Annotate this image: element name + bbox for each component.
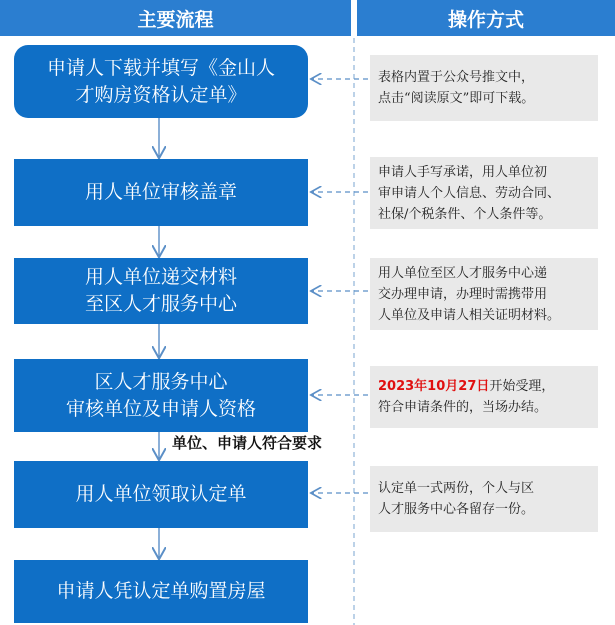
note-certificate xyxy=(370,466,598,532)
step-5-line-1: 用人单位领取认定单 xyxy=(75,483,247,505)
note-1-line-2: 点击“阅读原文”即可下载。 xyxy=(378,91,535,106)
step-download-form xyxy=(14,45,308,118)
note-5-line-1: 认定单一式两份，个人与区 xyxy=(378,481,535,496)
header-main-process: 主要流程 xyxy=(0,0,351,36)
header-operation-method: 操作方式 xyxy=(357,0,615,36)
note-4-line-1-rest: 开始受理， xyxy=(489,379,555,394)
acceptance-date: 2023年10月27日 xyxy=(378,379,490,394)
note-submit-materials xyxy=(370,258,598,330)
note-2-line-3: 社保/个税条件、个人条件等。 xyxy=(378,206,552,222)
step-3-line-1: 用人单位递交材料 xyxy=(84,266,237,288)
note-employer-review xyxy=(370,157,598,229)
note-3-line-1: 用人单位至区人才服务中心递 xyxy=(378,265,548,281)
step-4-line-2: 审核单位及申请人资格 xyxy=(65,397,256,420)
step-3-line-2: 至区人才服务中心 xyxy=(84,293,237,315)
note-acceptance-date xyxy=(370,366,598,428)
step-1-line-1: 申请人下载并填写《金山人 xyxy=(46,56,275,79)
step-1-line-2: 才购房资格认定单》 xyxy=(75,83,247,106)
note-4-line-1 xyxy=(378,376,590,397)
step-employer-review xyxy=(14,159,308,226)
step-collect-certificate xyxy=(14,461,308,528)
step-4-line-1: 区人才服务中心 xyxy=(94,370,228,393)
note-2-line-1: 申请人手写承诺，用人单位初 xyxy=(378,164,548,180)
note-5-line-2: 人才服务中心各留存一份。 xyxy=(378,502,535,517)
note-2-line-2: 审申请人个人信息、劳动合同、 xyxy=(378,185,561,201)
note-4-line-2: 符合申请条件的，当场办结。 xyxy=(378,400,548,415)
note-3-line-3: 人单位及申请人相关证明材料。 xyxy=(378,307,561,323)
step-2-line-1: 用人单位审核盖章 xyxy=(84,181,237,203)
step-6-line-1: 申请人凭认定单购置房屋 xyxy=(56,580,266,602)
note-download xyxy=(370,55,598,121)
condition-label: 单位、申请人符合要求 xyxy=(172,434,323,452)
step-submit-materials xyxy=(14,258,308,324)
note-3-line-2: 交办理申请，办理时需携带用 xyxy=(378,286,548,302)
note-1-line-1: 表格内置于公众号推文中， xyxy=(378,70,535,85)
step-purchase-house xyxy=(14,560,308,623)
step-center-review xyxy=(14,359,308,432)
